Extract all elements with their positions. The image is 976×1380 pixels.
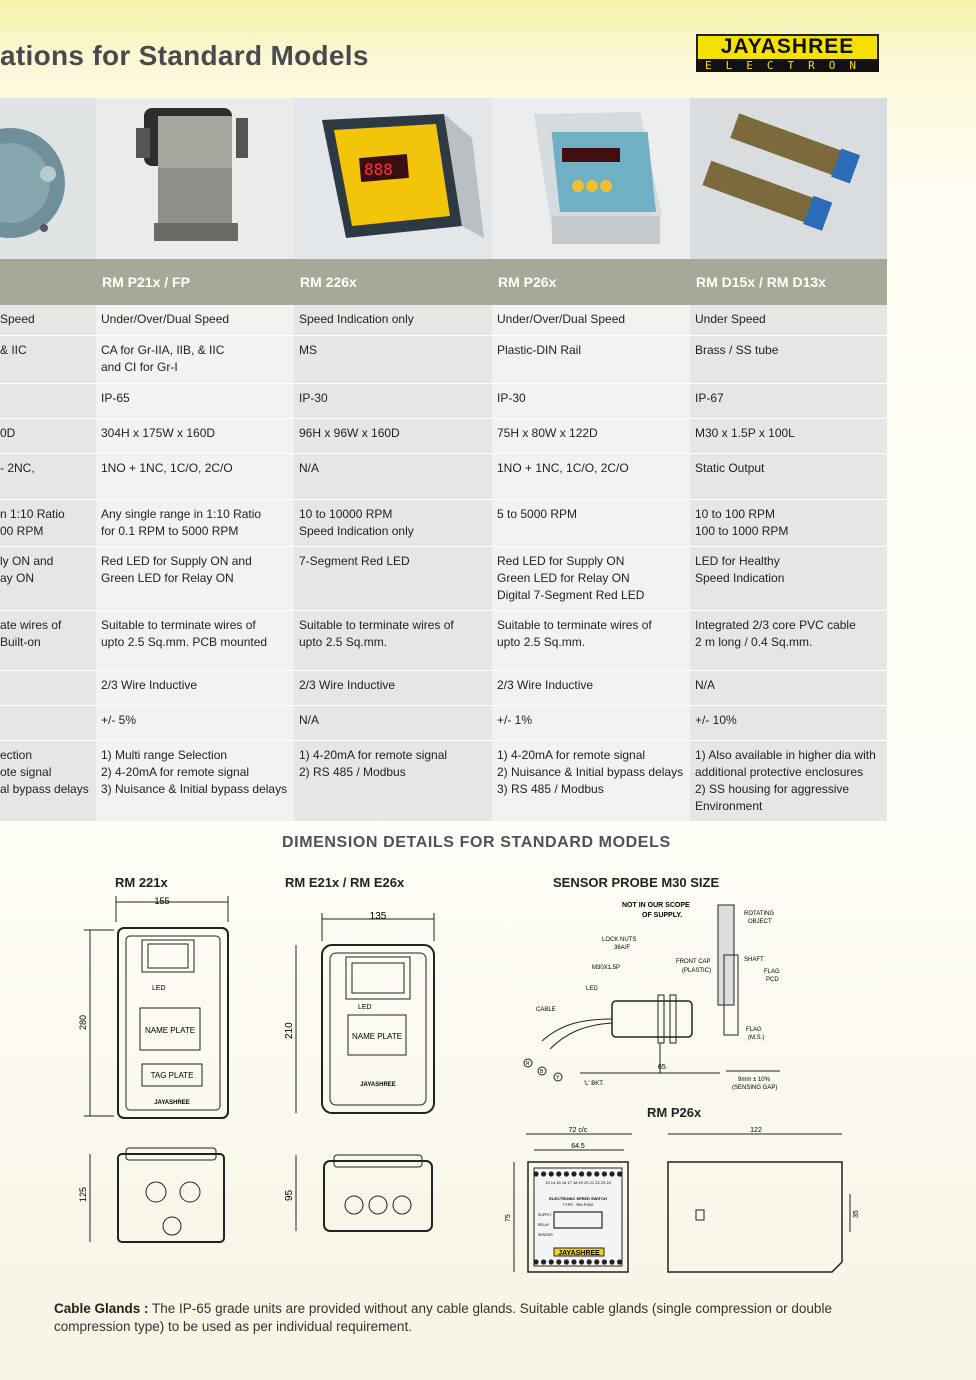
p26-width: 64.5 [571,1143,585,1150]
probe-gap-label: (SENSING GAP) [732,1085,778,1091]
p26-terminals: 13 14 15 16 17 18 19 20 21 22 23 24 [545,1180,611,1185]
dim-depth-221x: 125 [78,1186,88,1202]
drawing-rmp26x [492,1122,862,1282]
brand-label-221x: JAYASHREE [154,1100,190,1106]
terminal-screw [564,1171,569,1176]
table-cell [0,383,96,418]
table-cell: 1NO + 1NC, 1C/O, 2C/O [96,453,294,499]
company-logo [696,34,879,72]
product-photo-rm-p21x [96,98,294,259]
logo-wordmark: JAYASHREE [696,34,879,59]
drawing-label-probe: SENSOR PROBE M30 SIZE [553,875,720,890]
p26-side: 35 [853,1210,860,1218]
table-cell: 0D [0,418,96,453]
wire-r: R [526,1061,530,1067]
terminal-screw [579,1171,584,1176]
nameplate-label-e21x: NAME PLATE [351,1032,403,1041]
terminal-screw [533,1259,538,1264]
drawing-sensor-probe [520,895,820,1095]
probe-length: 65 [658,1064,666,1071]
wire-y: Y [556,1075,560,1081]
table-cell [0,670,96,705]
table-row [0,305,887,335]
terminal-screw [549,1171,554,1176]
table-cell: MS [294,335,492,383]
column-header: RM D15x / RM D13x [690,259,887,305]
svg-text:888: 888 [364,160,393,179]
table-cell: Under/Over/Dual Speed [492,305,690,335]
table-cell: 1) Multi range Selection 2) 4-20mA for remote signal 3) Nuisance & Initial bypass delays [96,740,294,821]
probe-cable: CABLE [536,1007,556,1013]
table-row [0,546,887,610]
p26-panel-title: ELECTRONIC SPEED SWITCH [549,1196,607,1201]
table-cell: Speed [0,305,96,335]
table-cell: & IIC [0,335,96,383]
table-cell: 75H x 80W x 122D [492,418,690,453]
terminal-screw [571,1259,576,1264]
product-photo-rm-226x [294,98,492,259]
terminal-screw [617,1171,622,1176]
drawing-label-rm221x: RM 221x [115,875,168,890]
table-row [0,740,887,821]
table-cell: +/- 5% [96,705,294,740]
probe-object: OBJECT [748,919,772,925]
dim-width-221x: 155 [154,896,170,906]
p26-sensor: SENSOR [538,1233,553,1237]
table-cell: 2/3 Wire Inductive [96,670,294,705]
terminal-screw [571,1171,576,1176]
table-cell: 10 to 100 RPM 100 to 1000 RPM [690,499,887,546]
probe-locknuts-af: 36A/F [614,945,631,951]
product-photo-rm-p26x [492,98,690,259]
table-cell: CA for Gr-IIA, IIB, & IIC and CI for Gr-I [96,335,294,383]
terminal-screw [609,1259,614,1264]
probe-plastic: (PLASTIC) [682,968,712,974]
table-cell: 1) 4-20mA for remote signal 2) RS 485 / Modbus [294,740,492,821]
product-photo-row [0,98,887,259]
table-cell: - 2NC, [0,453,96,499]
terminal-screw [541,1171,546,1176]
probe-note-1: NOT IN OUR SCOPE [622,902,690,909]
drawing-rm221x [74,892,244,1254]
table-row [0,499,887,546]
table-cell: +/- 1% [492,705,690,740]
terminal-screw [609,1171,614,1176]
table-cell: Under/Over/Dual Speed [96,305,294,335]
table-cell: LED for Healthy Speed Indication [690,546,887,610]
dim-height-221x: 280 [78,1014,88,1030]
probe-flag-ms: FLAG [746,1027,762,1033]
table-cell: 2/3 Wire Inductive [294,670,492,705]
brand-label-e21x: JAYASHREE [360,1082,396,1088]
probe-gap: 9mm ± 10% [738,1077,770,1083]
probe-locknuts: LOCK NUTS [602,937,637,943]
table-cell: IP-30 [492,383,690,418]
footnote-text: The IP-65 grade units are provided without any cable glands. Suitable cable glands (single compression or double compression type) to be used as per individual requirement. [54,1301,832,1334]
terminal-screw [556,1259,561,1264]
column-header [0,259,96,305]
table-cell: IP-65 [96,383,294,418]
cable-gland-note [54,1300,874,1336]
probe-rotating: ROTATING [744,911,775,917]
table-cell: 10 to 10000 RPM Speed Indication only [294,499,492,546]
nameplate-label-221x: NAME PLATE [144,1026,196,1035]
table-cell [0,705,96,740]
dim-width-e21x: 135 [369,911,387,922]
table-cell: ly ON and ay ON [0,546,96,610]
page-title: ations for Standard Models [0,40,369,71]
terminal-screw [617,1259,622,1264]
p26-depth: 122 [750,1127,762,1134]
table-cell: N/A [294,705,492,740]
table-row [0,335,887,383]
terminal-screw [556,1171,561,1176]
table-cell: n 1:10 Ratio 00 RPM [0,499,96,546]
probe-flag: FLAG [764,969,780,975]
wire-b: B [540,1069,544,1075]
p26-panel-type: TYPE : RM P26X [562,1202,594,1207]
table-cell: Red LED for Supply ON Green LED for Relay ON Digital 7-Segment Red LED [492,546,690,610]
p26-supply: SUPPLY [538,1213,552,1217]
table-cell: 1NO + 1NC, 1C/O, 2C/O [492,453,690,499]
tagplate-label-221x: TAG PLATE [150,1071,194,1080]
terminal-screw [594,1259,599,1264]
table-cell: N/A [690,670,887,705]
table-cell: IP-67 [690,383,887,418]
probe-bracket: 'L' BKT. [584,1081,604,1087]
table-cell: Plastic-DIN Rail [492,335,690,383]
probe-shaft: SHAFT [744,957,764,963]
column-header: RM P21x / FP [96,259,294,305]
p26-cc: 72 c/c [568,1127,588,1134]
table-cell: 5 to 5000 RPM [492,499,690,546]
table-cell: IP-30 [294,383,492,418]
terminal-screw [594,1171,599,1176]
probe-pcd: PCD [766,977,779,983]
terminal-screw [564,1259,569,1264]
table-cell: 304H x 175W x 160D [96,418,294,453]
table-row [0,670,887,705]
specification-table [0,259,887,822]
table-cell: ate wires of Built-on [0,610,96,670]
dim-height-e21x: 210 [284,1022,295,1039]
table-cell: 1) Also available in higher dia with additional protective enclosures 2) SS housing for aggressive Environment [690,740,887,821]
terminal-screw [602,1171,607,1176]
table-cell: 2/3 Wire Inductive [492,670,690,705]
logo-subtext: ELECTRON [696,59,879,72]
table-cell: +/- 10% [690,705,887,740]
led-label-e21x: LED [358,1004,372,1011]
table-cell: Suitable to terminate wires of upto 2.5 Sq.mm. PCB mounted [96,610,294,670]
table-cell: N/A [294,453,492,499]
table-cell: Under Speed [690,305,887,335]
table-row [0,383,887,418]
table-cell: Brass / SS tube [690,335,887,383]
table-cell: ection ote signal al bypass delays [0,740,96,821]
probe-frontcap: FRONT CAP [676,959,711,965]
probe-note-2: OF SUPPLY. [642,912,683,919]
product-photo-rm-d15x [690,98,887,259]
table-cell: Suitable to terminate wires of upto 2.5 Sq.mm. [492,610,690,670]
table-cell: Speed Indication only [294,305,492,335]
column-header: RM P26x [492,259,690,305]
p26-height: 75 [505,1214,512,1222]
terminal-screw [587,1171,592,1176]
footnote-label: Cable Glands : [54,1301,149,1316]
table-cell: Any single range in 1:10 Ratio for 0.1 RPM to 5000 RPM [96,499,294,546]
table-cell: Red LED for Supply ON and Green LED for Relay ON [96,546,294,610]
table-cell: 96H x 96W x 160D [294,418,492,453]
table-row [0,418,887,453]
terminal-screw [602,1259,607,1264]
table-cell: 7-Segment Red LED [294,546,492,610]
probe-ms: (M.S.) [748,1035,765,1041]
table-row [0,453,887,499]
terminal-screw [549,1259,554,1264]
terminal-screw [579,1259,584,1264]
product-photo-explosion-proof [0,98,96,259]
p26-relay: RELAY [538,1223,550,1227]
probe-thread: M30X1.5P [592,965,621,971]
table-cell: M30 x 1.5P x 100L [690,418,887,453]
probe-led: LED [586,986,598,992]
terminal-screw [541,1259,546,1264]
dimension-heading: DIMENSION DETAILS FOR STANDARD MODELS [282,834,671,851]
column-header: RM 226x [294,259,492,305]
table-cell: Suitable to terminate wires of upto 2.5 Sq.mm. [294,610,492,670]
table-row [0,705,887,740]
p26-brand: JAYASHREE [558,1250,600,1257]
table-row [0,610,887,670]
table-cell: Integrated 2/3 core PVC cable 2 m long / 0.4 Sq.mm. [690,610,887,670]
led-label-221x: LED [152,985,166,992]
drawing-label-rme21x: RM E21x / RM E26x [285,875,405,890]
table-cell: 1) 4-20mA for remote signal 2) Nuisance & Initial bypass delays 3) RS 485 / Modbus [492,740,690,821]
drawing-rme21x [278,905,458,1255]
dim-depth-e21x: 95 [284,1189,295,1201]
table-cell: Static Output [690,453,887,499]
table-header-row [0,259,887,305]
terminal-screw [587,1259,592,1264]
drawing-label-rmp26x: RM P26x [647,1105,702,1120]
terminal-screw [533,1171,538,1176]
